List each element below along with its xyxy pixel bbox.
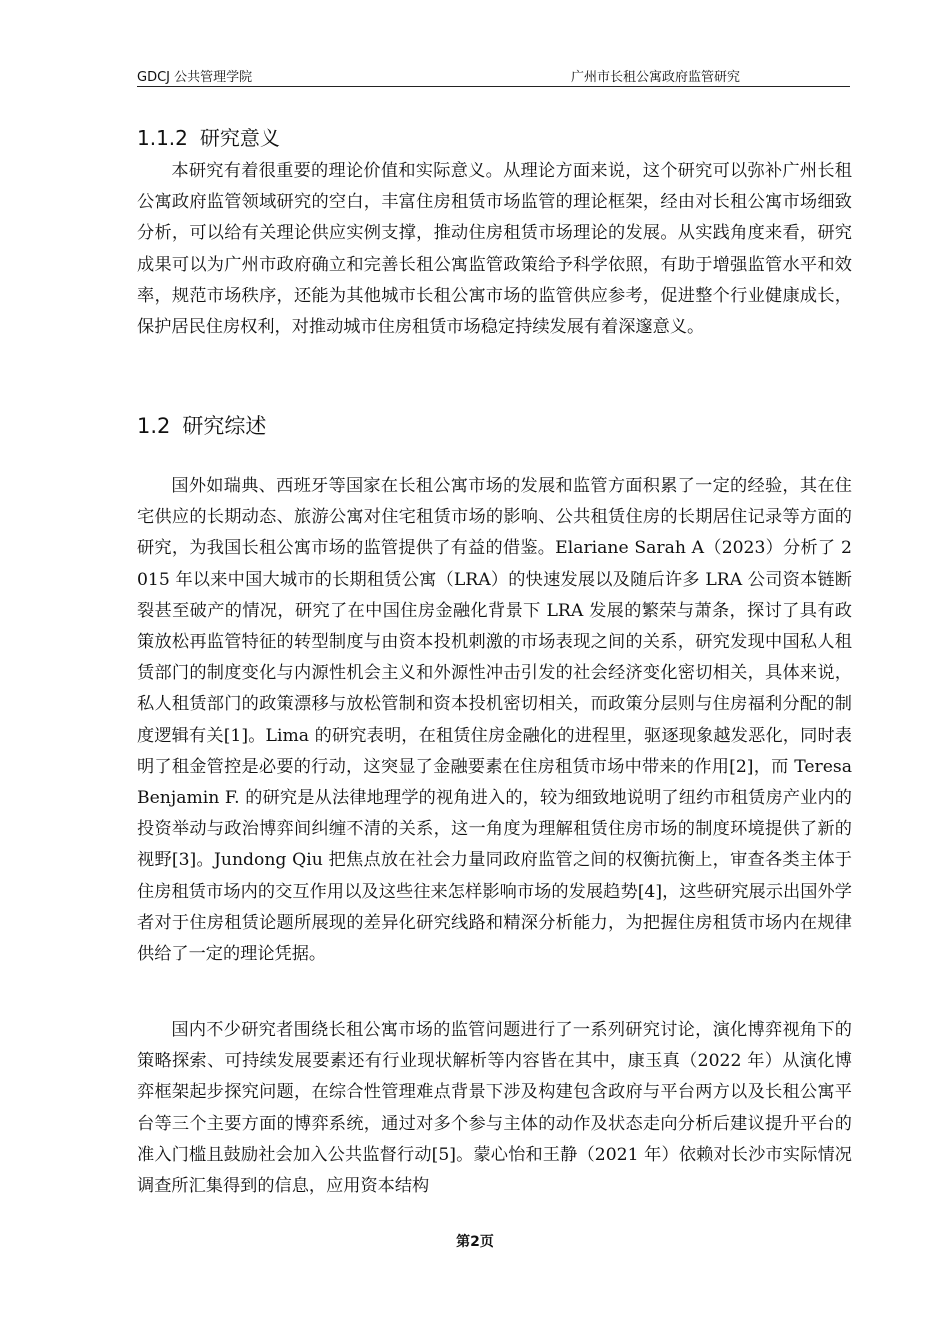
section-number: 1.2	[137, 414, 171, 438]
section-title: 研究综述	[182, 414, 267, 438]
paragraph-domestic-review: 国内不少研究者围绕长租公寓市场的监管问题进行了一系列研究讨论，演化博弈视角下的策略探索、可持续发展要素还有行业现状解析等内容皆在其中，康玉真（2022 年）从演化博弈框架起步探究问题，在综合性管理难点背景下涉及构建包含政府与平台两方以及长租公寓平台等三个主要方面的博弈系统，通过对多个参与主体的动作及状态走向分析后建议提升平台的准入门槛且鼓励社会加入公共监督行动[5]。蒙心怡和王静（2021 年）依赖对长沙市实际情况调查所汇集得到的信息，应用资本结构	[137, 1020, 852, 1197]
section-title: 研究意义	[199, 126, 280, 150]
section-heading-1-1-2	[137, 122, 280, 151]
header-institution: GDCJ 公共管理学院	[137, 70, 253, 85]
paragraph-foreign-review: 国外如瑞典、西班牙等国家在长租公寓市场的发展和监管方面积累了一定的经验，其在住宅供应的长期动态、旅游公寓对住宅租赁市场的影响、公共租赁住房的长期居住记录等方面的研究，为我国长租公寓市场的监管提供了有益的借鉴。Elariane Sarah A（2023）分析了 2015 年以来中国大城市的长期租赁公寓（LRA）的快速发展以及随后许多 LRA 公司资本链断裂甚至破产的情况，研究了在中国住房金融化背景下 LRA 发展的繁荣与萧条，探讨了具有政策放松再监管特征的转型制度与由资本投机刺激的市场表现之间的关系，研究发现中国私人租赁部门的制度变化与内源性机会主义和外源性冲击引发的社会经济变化密切相关，具体来说，私人租赁部门的政策漂移与放松管制和资本投机密切相关，而政策分层则与住房福利分配的制度逻辑有关[1]。Lima 的研究表明，在租赁住房金融化的进程里，驱逐现象越发恶化，同时表明了租金管控是必要的行动，这突显了金融要素在住房租赁市场中带来的作用[2]，而 Teresa Benjamin F. 的研究是从法律地理学的视角进入的，较为细致地说明了纽约市租赁房产业内的投资举动与政治博弈间纠缠不清的关系，这一角度为理解租赁住房市场的制度环境提供了新的视野[3]。Jundong Qiu 把焦点放在社会力量同政府监管之间的权衡抗衡上，审查各类主体于住房租赁市场内的交互作用以及这些往来怎样影响市场的发展趋势[4]，这些研究展示出国外学者对于住房租赁论题所展现的差异化研究线路和精深分析能力，为把握住房租赁市场内在规律供给了一定的理论凭据。	[137, 476, 852, 965]
page-header	[137, 62, 850, 87]
paragraph-research-significance: 本研究有着很重要的理论价值和实际意义。从理论方面来说，这个研究可以弥补广州长租公寓政府监管领域研究的空白，丰富住房租赁市场监管的理论框架，经由对长租公寓市场细致分析，可以给有关理论供应实例支撑，推动住房租赁市场理论的发展。从实践角度来看，研究成果可以为广州市政府确立和完善长租公寓监管政策给予科学依照，有助于增强监管水平和效率，规范市场秩序，还能为其他城市长租公寓市场的监管供应参考，促进整个行业健康成长，保护居民住房权利，对推动城市住房租赁市场稳定持续发展有着深邃意义。	[137, 161, 852, 338]
section-heading-1-2	[137, 410, 266, 440]
header-document-title: 广州市长租公寓政府监管研究	[570, 70, 740, 85]
section-number: 1.1.2	[137, 126, 188, 150]
page-number: 第2页	[456, 1234, 494, 1250]
